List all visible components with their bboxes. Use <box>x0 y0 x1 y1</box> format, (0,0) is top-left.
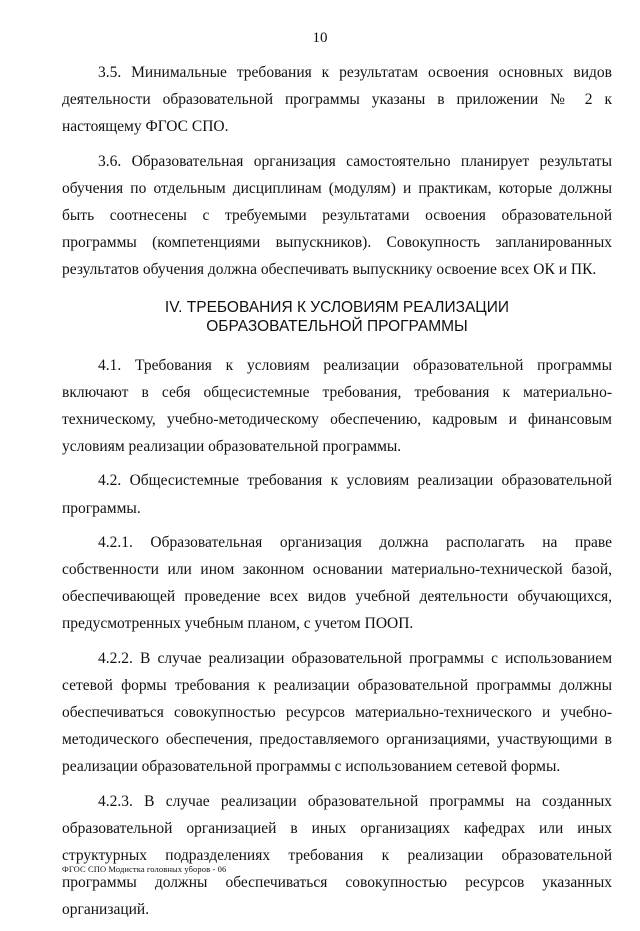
paragraph-4-1: 4.1. Требования к условиям реализации образовательной программы включают в себя общесистемные требования, требования к материально-техническому, учебно-методическому обеспечению, кадровым и финансовым условиям реализации образовательной программы. <box>62 356 612 456</box>
paragraph-4-2-1: 4.2.1. Образовательная организация должна располагать на праве собственности или ином законном основании материально-технической базой, обеспечивающей проведение всех видов учебной деятельности обучающихся, предусмотренных учебным планом, с учетом ПООП. <box>62 533 612 633</box>
page-number: 10 <box>312 30 328 46</box>
document-body <box>62 59 612 931</box>
document-footer: ФГОС СПО Модистка головных уборов - 06 <box>62 864 227 874</box>
paragraph-3-6: 3.6. Образовательная организация самостоятельно планирует результаты обучения по отдельным дисциплинам (модулям) и практикам, которые должны быть соотнесены с требуемыми результатами освоения образовательной программы (компетенциями выпускников). Совокупность запланированных результатов обучения должна обеспечивать выпускнику освоение всех ОК и ПК. <box>62 152 612 279</box>
section-heading <box>62 298 612 336</box>
section-heading-line-1: IV. ТРЕБОВАНИЯ К УСЛОВИЯМ РЕАЛИЗАЦИИ <box>164 298 510 316</box>
paragraph-4-2-2: 4.2.2. В случае реализации образовательной программы с использованием сетевой формы требования к реализации образовательной программы должны обеспечиваться совокупностью ресурсов материально-технического и учебно-методического обеспечения, предоставляемого организациями, участвующими в реализации образовательной программы с использованием сетевой формы. <box>62 649 612 776</box>
paragraph-3-5: 3.5. Минимальные требования к результатам освоения основных видов деятельности образовательной программы указаны в приложении № 2 к настоящему ФГОС СПО. <box>62 64 612 136</box>
section-heading-line-2: ОБРАЗОВАТЕЛЬНОЙ ПРОГРАММЫ <box>206 317 468 335</box>
paragraph-4-2: 4.2. Общесистемные требования к условиям реализации образовательной программы. <box>62 472 612 517</box>
paragraph-4-2-3: 4.2.3. В случае реализации образовательной программы на созданных образовательной организацией в иных организациях кафедрах или иных структурных подразделениях требования к реализации образовательной программы должны обеспечиваться совокупностью ресурсов указанных организаций. <box>62 792 612 919</box>
